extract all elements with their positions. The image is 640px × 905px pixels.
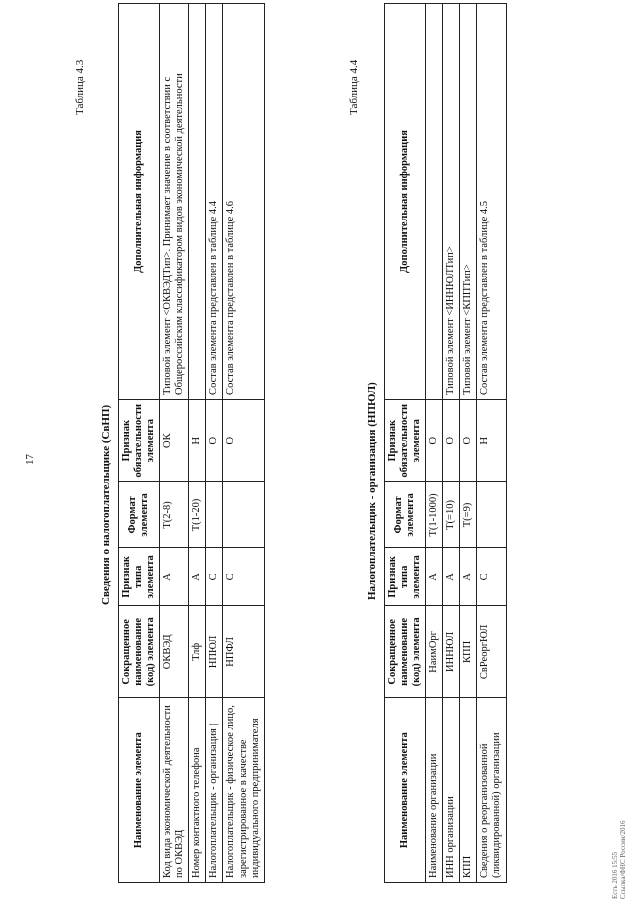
cell-info: Состав элемента представлен в таблице 4.6 [223,4,264,400]
cell-type: А [443,548,460,606]
table-row [477,4,506,883]
table-4-3 [118,3,265,883]
table-row [160,4,189,883]
cell-info: Типовой элемент <ОКВЭДТип>. Принимает значение в соответствии с Общероссийским классификатором видов экономической деятельности [160,4,189,400]
col-header-code: Сокращенное наименование (код) элемента [385,606,426,698]
cell-format [206,482,223,548]
cell-type: С [477,548,506,606]
cell-name: Налогоплательщик - организация | [206,698,223,883]
cell-format: T(1-1000) [426,482,443,548]
cell-name: Наименование организации [426,698,443,883]
cell-required: О [426,399,443,482]
cell-type: А [189,548,206,606]
cell-name: Налогоплательщик - физическое лицо, зарегистрированное в качестве индивидуального предпринимателя [223,698,264,883]
cell-required: Н [189,399,206,482]
cell-format: T(=9) [460,482,477,548]
cell-type: А [460,548,477,606]
cell-code: ОКВЭД [160,606,189,698]
col-header-code: Сокращенное наименование (код) элемента [119,606,160,698]
cell-info: Состав элемента представлен в таблице 4.5 [477,4,506,400]
cell-required: О [206,399,223,482]
col-header-format: Формат элемента [119,482,160,548]
cell-code: ИННЮЛ [443,606,460,698]
table-4-4 [384,3,507,883]
col-header-name: Наименование элемента [385,698,426,883]
stamp-line: Есть 2016 15:55 [611,851,619,899]
scan-stamp [612,821,627,899]
table-row [443,4,460,883]
col-header-required: Признак обязательности элемента [119,399,160,482]
col-header-type: Признак типа элемента [385,548,426,606]
cell-code: НаимОрг [426,606,443,698]
cell-type: А [426,548,443,606]
cell-info: Типовой элемент <КППТип> [460,4,477,400]
cell-code: НПЮЛ [206,606,223,698]
cell-info [189,4,206,400]
cell-format: T(=10) [443,482,460,548]
cell-name: ИНН организации [443,698,460,883]
cell-format: T(1-20) [189,482,206,548]
table-4-4-label: Таблица 4.4 [348,59,360,115]
cell-type: С [206,548,223,606]
col-header-required: Признак обязательности элемента [385,399,426,482]
cell-code: Тлф [189,606,206,698]
cell-code: СвРеоргЮЛ [477,606,506,698]
cell-type: А [160,548,189,606]
table-row [189,4,206,883]
cell-code: НПФЛ [223,606,264,698]
col-header-type: Признак типа элемента [119,548,160,606]
table-row [206,4,223,883]
cell-required: Н [477,399,506,482]
cell-name: КПП [460,698,477,883]
cell-required: О [443,399,460,482]
cell-required: О [223,399,264,482]
table-row [460,4,477,883]
cell-required: ОК [160,399,189,482]
cell-format [223,482,264,548]
table-row [426,4,443,883]
cell-code: КПП [460,606,477,698]
col-header-info: Дополнительная информация [385,4,426,400]
cell-required: О [460,399,477,482]
cell-type: С [223,548,264,606]
table-4-3-label: Таблица 4.3 [74,59,86,115]
table-header-row [119,4,160,883]
table-4-4-title: Налогоплательщик - организация (НПЮЛ) [366,382,378,600]
stamp-line: Ссылка/ФНС России/2016 [618,820,627,899]
cell-format: T(2-8) [160,482,189,548]
cell-name: Номер контактного телефона [189,698,206,883]
page-number: 17 [24,454,36,465]
cell-format [477,482,506,548]
table-4-3-title: Сведения о налогоплательщике (СвНП) [100,404,112,605]
table-row [223,4,264,883]
cell-info [426,4,443,400]
cell-info: Состав элемента представлен в таблице 4.4 [206,4,223,400]
col-header-format: Формат элемента [385,482,426,548]
col-header-name: Наименование элемента [119,698,160,883]
cell-name: Сведения о реорганизованной (ликвидированной) организации [477,698,506,883]
table-header-row [385,4,426,883]
col-header-info: Дополнительная информация [119,4,160,400]
cell-info: Типовой элемент <ИННЮЛТип> [443,4,460,400]
cell-name: Код вида экономической деятельности по ОКВЭД [160,698,189,883]
